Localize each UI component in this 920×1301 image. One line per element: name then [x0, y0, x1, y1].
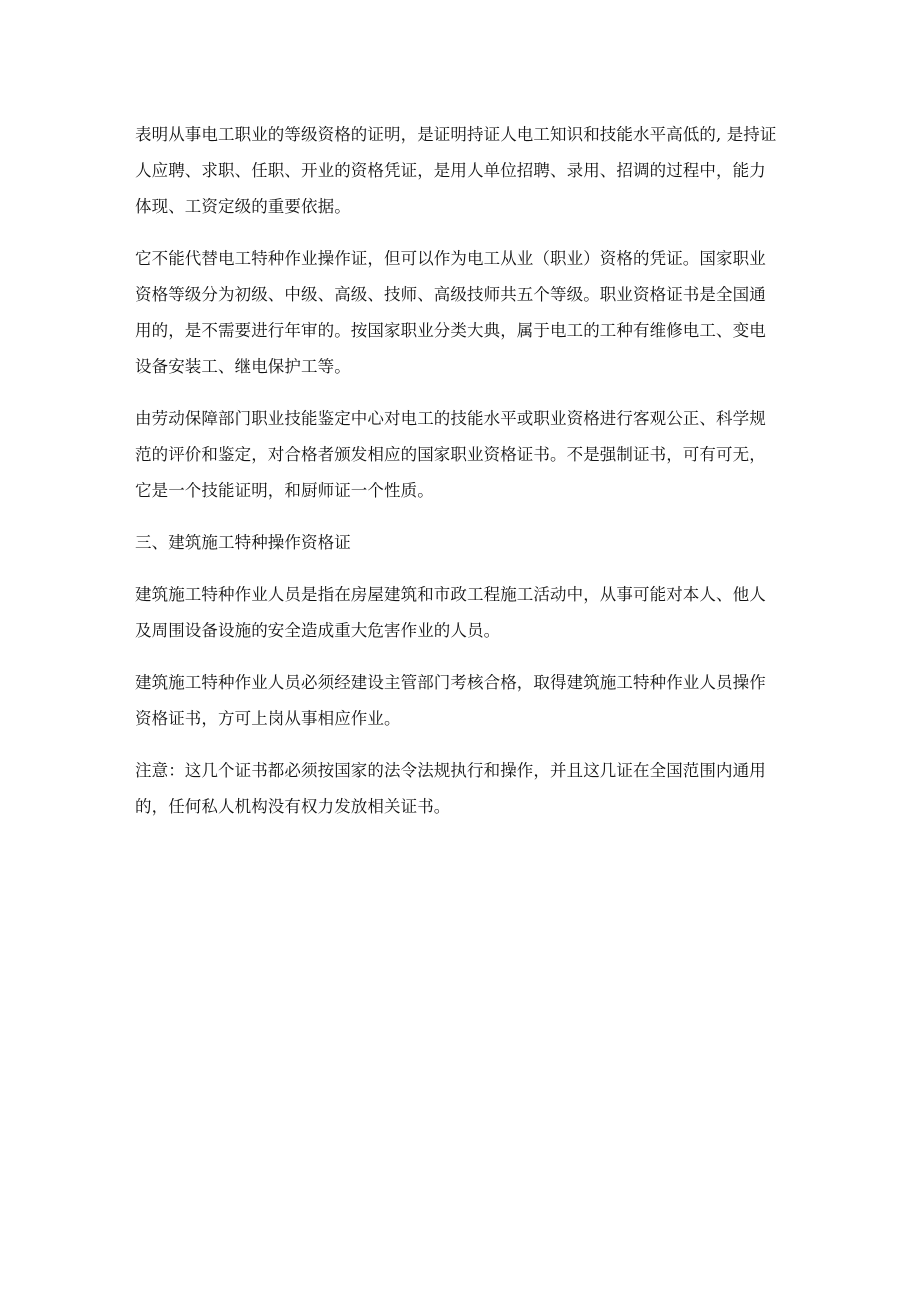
paragraph-line: 资格证书，方可上岗从事相应作业。	[135, 709, 401, 728]
paragraph-3	[135, 401, 795, 509]
paragraph-5	[135, 665, 795, 737]
paragraph-line: 范的评价和鉴定，对合格者颁发相应的国家职业资格证书。不是强制证书，可有可无，	[135, 445, 766, 464]
paragraph-line: 及周围设备设施的安全造成重大危害作业的人员。	[135, 621, 501, 640]
paragraph-line: 资格等级分为初级、中级、高级、技师、高级技师共五个等级。职业资格证书是全国通	[135, 285, 766, 304]
paragraph-line: 注意：这几个证书都必须按国家的法令法规执行和操作，并且这几证在全国范围内通用	[135, 761, 766, 780]
note-paragraph	[135, 753, 795, 825]
paragraph-line: 由劳动保障部门职业技能鉴定中心对电工的技能水平或职业资格进行客观公正、科学规	[135, 409, 766, 428]
paragraph-line: 表明从事电工职业的等级资格的证明，是证明持证人电工知识和技能水平高低的, 是持证	[135, 125, 777, 144]
section-heading	[135, 525, 795, 561]
paragraph-line: 人应聘、求职、任职、开业的资格凭证，是用人单位招聘、录用、招调的过程中，能力	[135, 161, 766, 180]
section-heading-text: 三、建筑施工特种操作资格证	[135, 533, 351, 552]
paragraph-line: 建筑施工特种作业人员必须经建设主管部门考核合格，取得建筑施工特种作业人员操作	[135, 673, 766, 692]
paragraph-line: 设备安装工、继电保护工等。	[135, 357, 351, 376]
paragraph-line: 体现、工资定级的重要依据。	[135, 197, 351, 216]
document-page	[135, 117, 795, 841]
paragraph-line: 用的，是不需要进行年审的。按国家职业分类大典，属于电工的工种有维修电工、变电	[135, 321, 766, 340]
paragraph-line: 的，任何私人机构没有权力发放相关证书。	[135, 797, 451, 816]
paragraph-line: 建筑施工特种作业人员是指在房屋建筑和市政工程施工活动中，从事可能对本人、他人	[135, 585, 766, 604]
paragraph-line: 它不能代替电工特种作业操作证，但可以作为电工从业（职业）资格的凭证。国家职业	[135, 249, 766, 268]
paragraph-line: 它是一个技能证明，和厨师证一个性质。	[135, 481, 434, 500]
paragraph-1	[135, 117, 795, 225]
paragraph-4	[135, 577, 795, 649]
paragraph-2	[135, 241, 795, 385]
